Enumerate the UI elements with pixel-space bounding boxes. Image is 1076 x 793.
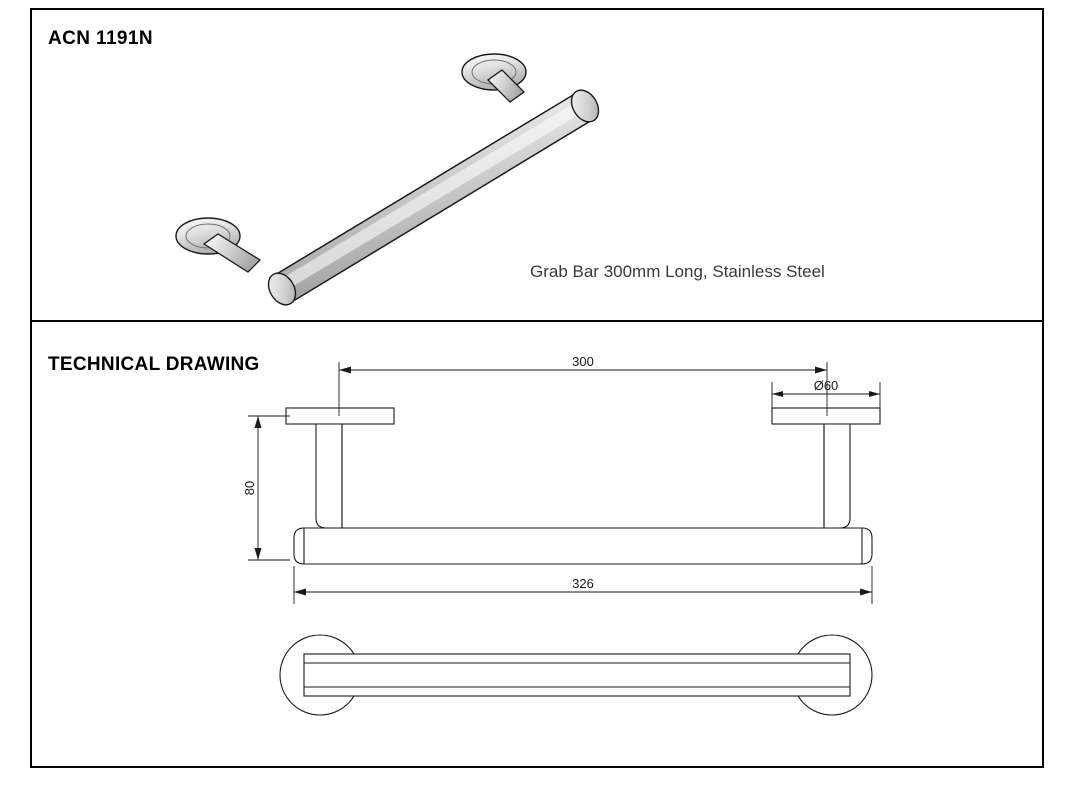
upper-flange-assembly [462, 54, 526, 102]
dim-326-label: 326 [572, 576, 594, 591]
product-panel [32, 10, 1042, 322]
drawing-sheet [30, 8, 1044, 768]
dim-diameter-60-label: Ø60 [813, 378, 839, 393]
dimension-annotations [248, 362, 880, 604]
technical-drawing-title: TECHNICAL DRAWING [48, 354, 260, 375]
product-description: Grab Bar 300mm Long, Stainless Steel [530, 262, 825, 281]
dim-80-label: 80 [242, 480, 257, 496]
technical-panel [32, 322, 1042, 768]
front-elevation-view [286, 408, 880, 564]
technical-drawing-views [32, 322, 1042, 768]
dim-300-label: 300 [572, 354, 594, 369]
lower-flange-assembly [176, 218, 260, 272]
product-code: ACN 1191N [48, 28, 153, 49]
top-plan-view [280, 635, 872, 715]
